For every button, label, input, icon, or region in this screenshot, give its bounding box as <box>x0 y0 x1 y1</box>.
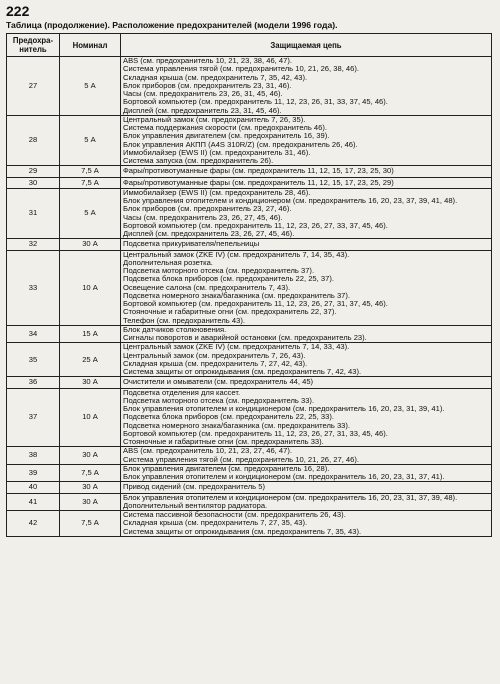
protected-circuits <box>121 377 492 388</box>
circuit-line: Центральный замок (см. предохранитель 7, 26, 35). <box>123 115 306 124</box>
fuse-rating: 30 А <box>60 447 121 465</box>
protected-circuits <box>121 343 492 377</box>
fuse-rating: 15 А <box>60 325 121 343</box>
circuit-line: Система управления тягой (см. предохранитель 10, 21, 26, 38, 46). <box>123 65 360 74</box>
header-rating: Номинал <box>60 34 121 57</box>
circuit-line: Бортовой компьютер (см. предохранитель 11, 12, 23, 26, 31, 33, 37, 45, 46). <box>123 98 388 107</box>
fuse-rating: 7,5 А <box>60 166 121 177</box>
protected-circuits <box>121 325 492 343</box>
protected-circuits <box>121 388 492 447</box>
fuse-number: 40 <box>7 482 60 493</box>
fuse-rating: 30 А <box>60 493 121 511</box>
protected-circuits <box>121 493 492 511</box>
protected-circuits <box>121 250 492 325</box>
circuit-line: Блок управления отопителем и кондиционером (см. предохранитель 16, 20, 23, 31, 37, 39, 48). <box>123 493 458 502</box>
circuit-line: Бортовой компьютер (см. предохранитель 11, 12, 23, 26, 27, 33, 37, 45, 46). <box>123 221 388 230</box>
protected-circuits <box>121 177 492 188</box>
fuse-number: 31 <box>7 188 60 239</box>
circuit-line: Система защиты от опрокидывания (см. предохранитель 7, 35, 43). <box>123 527 362 536</box>
circuit-line: Система пассивной безопасности (см. предохранитель 26, 43). <box>123 511 346 519</box>
circuit-line: Система запуска (см. предохранитель 26). <box>123 157 274 165</box>
circuit-line: Привод сидений (см. предохранитель 5) <box>123 483 265 492</box>
circuit-line: Освещение салона (см. предохранитель 7, 43). <box>123 283 291 292</box>
circuit-line: Фары/противотуманные фары (см. предохранитель 11, 12, 15, 17, 23, 25, 30) <box>123 167 394 176</box>
circuit-line: Центральный замок (ZKE IV) (см. предохранитель 7, 14, 33, 43). <box>123 343 350 352</box>
circuit-line: Блок управления отопителем и кондиционером (см. предохранитель 16, 20, 23, 31, 39, 41). <box>123 405 445 413</box>
circuit-line: Складная крыша (см. предохранитель 7, 35, 42, 43). <box>123 73 308 82</box>
fuse-number: 37 <box>7 388 60 447</box>
table-row <box>7 177 492 188</box>
fuse-rating: 10 А <box>60 388 121 447</box>
table-row <box>7 482 492 493</box>
circuit-line: Часы (см. предохранитель 23, 26, 27, 45, 46). <box>123 213 283 222</box>
fuse-number: 34 <box>7 325 60 343</box>
fuse-rating: 5 А <box>60 115 121 166</box>
table-caption: Таблица (продолжение). Расположение предохранителей (модели 1996 года). <box>6 20 338 30</box>
circuit-line: Дополнительная розетка. <box>123 258 213 267</box>
fuse-number: 42 <box>7 511 60 537</box>
table-row <box>7 464 492 482</box>
fuse-number: 32 <box>7 239 60 250</box>
fuse-number: 38 <box>7 447 60 465</box>
circuit-line: Подсветка номерного знака/багажника (см. предохранитель 37). <box>123 291 351 300</box>
fuse-number: 39 <box>7 464 60 482</box>
circuit-line: Блок датчиков столкновения. <box>123 325 227 334</box>
table-row <box>7 377 492 388</box>
circuit-line: Подсветка блока приборов (см. предохранитель 22, 25, 33). <box>123 413 334 422</box>
circuit-line: Блок приборов (см. предохранитель 23, 27, 46). <box>123 205 292 214</box>
fuse-number: 29 <box>7 166 60 177</box>
fuse-number: 33 <box>7 250 60 325</box>
header-circuit: Защищаемая цепь <box>121 34 492 57</box>
table-row <box>7 388 492 447</box>
table-row <box>7 325 492 343</box>
table-body <box>7 57 492 537</box>
circuit-line: Блок управления отопителем и кондиционером (см. предохранитель 16, 20, 23, 31, 37, 41). <box>123 473 445 481</box>
protected-circuits <box>121 447 492 465</box>
circuit-line: Блок приборов (см. предохранитель 23, 31, 46). <box>123 81 292 90</box>
fuse-table <box>6 33 492 537</box>
table-row <box>7 447 492 465</box>
circuit-line: Дисплей (см. предохранитель 23, 26, 27, 45, 46). <box>123 230 295 238</box>
circuit-line: Бортовой компьютер (см. предохранитель 11, 12, 23, 26, 27, 31, 37, 45, 46). <box>123 300 388 308</box>
protected-circuits <box>121 115 492 166</box>
fuse-number: 41 <box>7 493 60 511</box>
table-row <box>7 115 492 166</box>
table-row <box>7 188 492 239</box>
fuse-number: 36 <box>7 377 60 388</box>
circuit-line: Блок управления двигателем (см. предохранитель 16, 28). <box>123 464 330 473</box>
protected-circuits <box>121 511 492 537</box>
circuit-line: Складная крыша (см. предохранитель 7, 27, 35, 43). <box>123 519 308 528</box>
fuse-rating: 30 А <box>60 482 121 493</box>
protected-circuits <box>121 166 492 177</box>
fuse-number: 30 <box>7 177 60 188</box>
circuit-line: Очистители и омыватели (см. предохранитель 44, 45) <box>123 378 314 387</box>
table-header-row <box>7 34 492 57</box>
circuit-line: Бортовой компьютер (см. предохранитель 11, 12, 23, 26, 27, 31, 33, 45, 46). <box>123 429 388 438</box>
table-row <box>7 57 492 116</box>
protected-circuits <box>121 482 492 493</box>
table-row <box>7 493 492 511</box>
fuse-rating: 30 А <box>60 377 121 388</box>
protected-circuits <box>121 188 492 239</box>
fuse-rating: 10 А <box>60 250 121 325</box>
table-row <box>7 239 492 250</box>
circuit-line: Сигналы поворотов и аварийной остановки (см. предохранитель 23). <box>123 334 367 342</box>
circuit-line: Система управления тягой (см. предохранитель 10, 21, 26, 27, 46). <box>123 455 360 464</box>
circuit-line: Часы (см. предохранитель 23, 26, 31, 45, 46). <box>123 90 283 98</box>
circuit-line: Система защиты от опрокидывания (см. предохранитель 7, 42, 43). <box>123 368 362 376</box>
circuit-line: Складная крыша (см. предохранитель 7, 27, 42, 43). <box>123 359 308 368</box>
circuit-line: Подсветка прикуривателя/пепельницы <box>123 240 260 249</box>
circuit-line: Центральный замок (см. предохранитель 7, 26, 43). <box>123 351 306 360</box>
protected-circuits <box>121 464 492 482</box>
fuse-rating: 25 А <box>60 343 121 377</box>
protected-circuits <box>121 57 492 116</box>
fuse-rating: 5 А <box>60 188 121 239</box>
fuse-number: 35 <box>7 343 60 377</box>
circuit-line: Подсветка моторного отсека (см. предохранитель 33). <box>123 396 315 405</box>
circuit-line: Подсветка блока приборов (см. предохранитель 22, 25, 37). <box>123 275 334 284</box>
circuit-line: ABS (см. предохранитель 10, 21, 23, 38, 46, 47). <box>123 57 292 65</box>
circuit-line: Подсветка номерного знака/багажника (см. предохранитель 33). <box>123 421 351 430</box>
circuit-line: Дополнительный вентилятор радиатора. <box>123 501 268 510</box>
circuit-line: Система поддержания скорости (см. предохранитель 46). <box>123 124 327 132</box>
fuse-rating: 7,5 А <box>60 177 121 188</box>
circuit-line: Стояночные и габаритные огни (см. предохранитель 33). <box>123 438 324 446</box>
circuit-line: Блок управления отопителем и кондиционером (см. предохранитель 16, 20, 23, 37, 39, 41, 48). <box>123 197 458 205</box>
circuit-line: Стояночные и габаритные огни (см. предохранитель 22, 37). <box>123 308 337 317</box>
circuit-line: Подсветка моторного отсека (см. предохранитель 37). <box>123 267 315 275</box>
fuse-rating: 5 А <box>60 57 121 116</box>
header-fuse: Предохра-нитель <box>7 34 60 57</box>
fuse-number: 28 <box>7 115 60 166</box>
circuit-line: Центральный замок (ZKE IV) (см. предохранитель 7, 14, 35, 43). <box>123 250 350 259</box>
circuit-line: Иммобилайзер (EWS II) (см. предохранитель 31, 46). <box>123 148 311 157</box>
table-row <box>7 511 492 537</box>
circuit-line: Телефон (см. предохранитель 43). <box>123 316 245 325</box>
fuse-number: 27 <box>7 57 60 116</box>
protected-circuits <box>121 239 492 250</box>
table-row <box>7 166 492 177</box>
table-row <box>7 343 492 377</box>
circuit-line: Подсветка отделения для кассет. <box>123 388 241 397</box>
table-row <box>7 250 492 325</box>
circuit-line: Блок управления двигателем (см. предохранитель 16, 39). <box>123 132 330 141</box>
circuit-line: Фары/противотуманные фары (см. предохранитель 11, 12, 15, 17, 23, 25, 29) <box>123 178 394 187</box>
circuit-line: Блок управления АКПП (A4S 310R/Z) (см. предохранитель 26, 46). <box>123 140 358 149</box>
fuse-rating: 30 А <box>60 239 121 250</box>
fuse-rating: 7,5 А <box>60 464 121 482</box>
circuit-line: Дисплей (см. предохранитель 23, 31, 45, 46). <box>123 106 282 115</box>
page-number: 222 <box>6 3 30 19</box>
circuit-line: ABS (см. предохранитель 10, 21, 23, 27, 46, 47). <box>123 447 292 456</box>
fuse-rating: 7,5 А <box>60 511 121 537</box>
circuit-line: Иммобилайзер (EWS II) (см. предохранитель 28, 46). <box>123 188 311 197</box>
